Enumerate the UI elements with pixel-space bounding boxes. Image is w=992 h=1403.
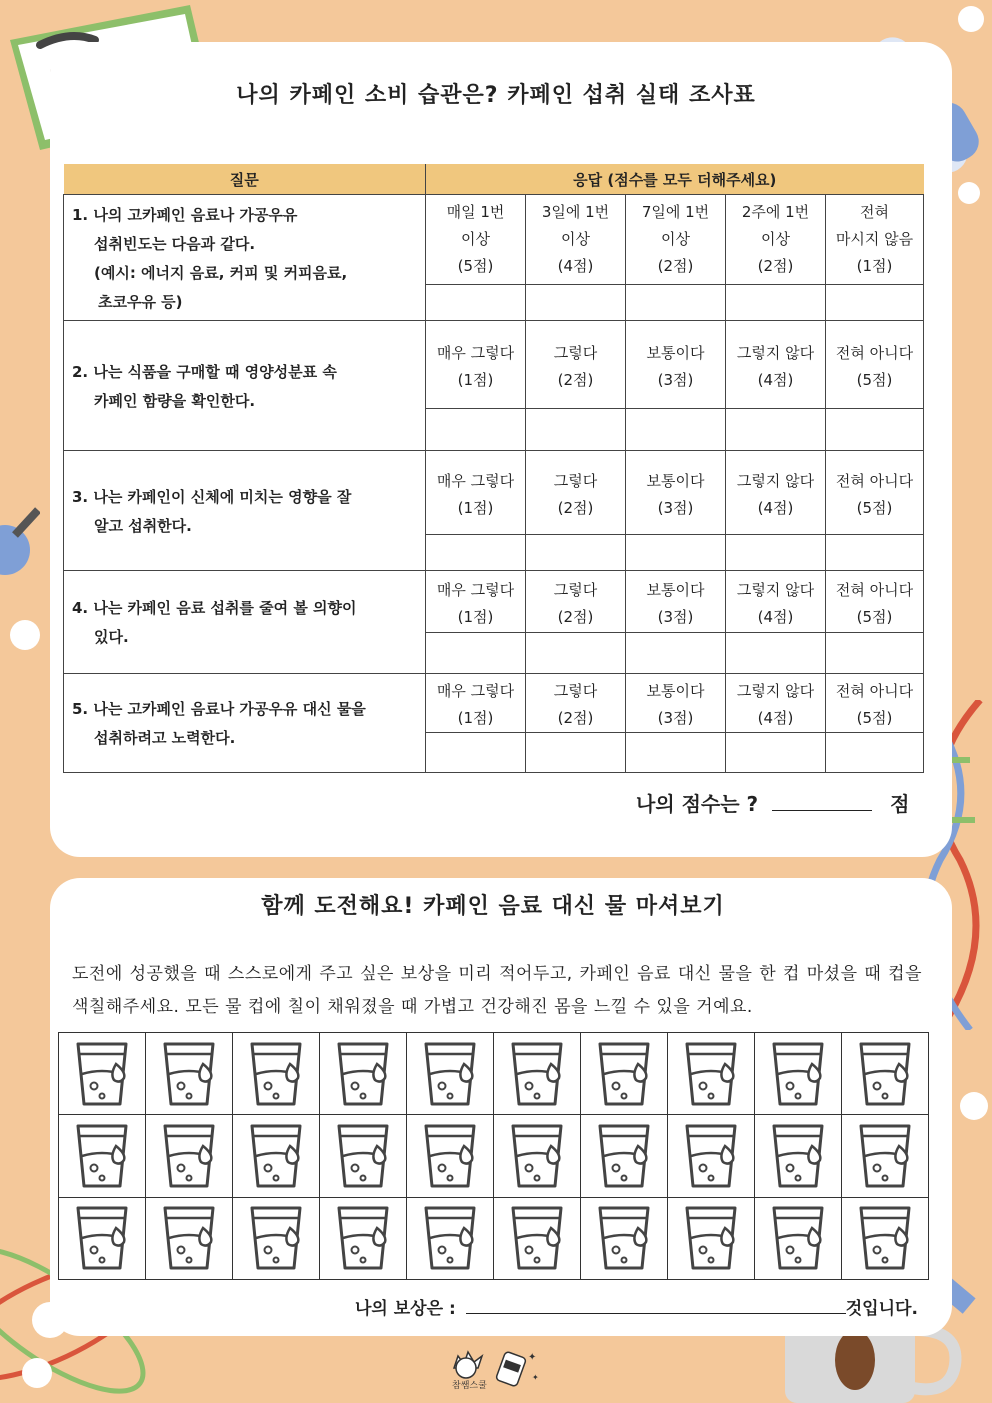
likert-option-1: 매우 그렇다 (1점) bbox=[426, 451, 526, 535]
cup-cell[interactable] bbox=[494, 1115, 581, 1197]
cup-cell[interactable] bbox=[146, 1197, 233, 1279]
reward-label: 나의 보상은 : bbox=[355, 1299, 456, 1319]
answer-cell[interactable] bbox=[626, 535, 726, 571]
likert-option-2: 그렇다 (2점) bbox=[526, 451, 626, 535]
question-1: 1. 나의 고카페인 음료나 가공우유 섭취빈도는 다음과 같다. (예시: 에너지 음료, 커피 및 커피음료, 초코우유 등) bbox=[64, 195, 426, 321]
water-cup-icon bbox=[159, 1038, 219, 1110]
water-cup-icon bbox=[768, 1038, 828, 1110]
answer-cell[interactable] bbox=[526, 409, 626, 451]
water-cup-icon bbox=[594, 1038, 654, 1110]
likert-option-5: 전혀 아니다 (5점) bbox=[826, 571, 924, 633]
cup-cell[interactable] bbox=[494, 1197, 581, 1279]
reward-blank[interactable] bbox=[466, 1297, 846, 1314]
magnifier-decoration bbox=[0, 490, 40, 580]
question-4: 4. 나는 카페인 음료 섭취를 줄여 볼 의향이 있다. bbox=[64, 571, 426, 674]
likert-option-3: 보통이다 (3점) bbox=[626, 451, 726, 535]
cup-cell[interactable] bbox=[146, 1115, 233, 1197]
cup-cell[interactable] bbox=[668, 1115, 755, 1197]
water-cup-icon bbox=[681, 1202, 741, 1274]
water-cup-icon bbox=[681, 1120, 741, 1192]
likert-option-2: 그렇다 (2점) bbox=[526, 321, 626, 409]
water-cup-icon bbox=[72, 1202, 132, 1274]
water-cup-icon bbox=[159, 1202, 219, 1274]
answer-cell[interactable] bbox=[626, 409, 726, 451]
question-2: 2. 나는 식품을 구매할 때 영양성분표 속 카페인 함량을 확인한다. bbox=[64, 321, 426, 451]
question-3: 3. 나는 카페인이 신체에 미치는 영향을 잘 알고 섭취한다. bbox=[64, 451, 426, 571]
answer-cell[interactable] bbox=[626, 285, 726, 321]
likert-option-5: 전혀 아니다 (5점) bbox=[826, 674, 924, 733]
cup-cell[interactable] bbox=[668, 1033, 755, 1115]
cup-cell[interactable] bbox=[59, 1197, 146, 1279]
cup-row bbox=[59, 1033, 929, 1115]
q1-option-1: 매일 1번 이상 (5점) bbox=[426, 195, 526, 285]
cup-cell[interactable] bbox=[320, 1115, 407, 1197]
cup-cell[interactable] bbox=[407, 1033, 494, 1115]
answer-cell[interactable] bbox=[526, 285, 626, 321]
survey-table bbox=[63, 164, 924, 773]
water-cup-icon bbox=[420, 1038, 480, 1110]
cup-cell[interactable] bbox=[494, 1033, 581, 1115]
cup-cell[interactable] bbox=[842, 1115, 929, 1197]
cup-cell[interactable] bbox=[146, 1033, 233, 1115]
q1-option-4: 2주에 1번 이상 (2점) bbox=[726, 195, 826, 285]
score-label: 나의 점수는 ? bbox=[636, 792, 759, 816]
question-row-3 bbox=[64, 451, 924, 535]
water-cup-icon bbox=[855, 1120, 915, 1192]
answer-cell[interactable] bbox=[726, 285, 826, 321]
cup-cell[interactable] bbox=[755, 1033, 842, 1115]
header-question: 질문 bbox=[64, 164, 426, 195]
water-cup-icon bbox=[855, 1038, 915, 1110]
likert-option-4: 그렇지 않다 (4점) bbox=[726, 674, 826, 733]
question-row-2 bbox=[64, 321, 924, 409]
answer-cell[interactable] bbox=[626, 733, 726, 773]
cup-cell[interactable] bbox=[581, 1033, 668, 1115]
likert-option-1: 매우 그렇다 (1점) bbox=[426, 571, 526, 633]
answer-cell[interactable] bbox=[426, 285, 526, 321]
water-cup-icon bbox=[72, 1120, 132, 1192]
cup-cell[interactable] bbox=[233, 1197, 320, 1279]
score-unit: 점 bbox=[890, 792, 910, 816]
table-header-row bbox=[64, 164, 924, 195]
water-cup-icon bbox=[681, 1038, 741, 1110]
likert-option-4: 그렇지 않다 (4점) bbox=[726, 321, 826, 409]
bg-dot bbox=[958, 182, 980, 204]
water-cup-icon bbox=[855, 1202, 915, 1274]
answer-cell[interactable] bbox=[426, 535, 526, 571]
answer-cell[interactable] bbox=[526, 733, 626, 773]
cup-cell[interactable] bbox=[233, 1033, 320, 1115]
cup-cell[interactable] bbox=[842, 1033, 929, 1115]
likert-option-1: 매우 그렇다 (1점) bbox=[426, 321, 526, 409]
challenge-title: 함께 도전해요! 카페인 음료 대신 물 마셔보기 bbox=[261, 894, 725, 919]
reward-suffix: 것입니다. bbox=[845, 1299, 918, 1319]
water-cup-icon bbox=[333, 1202, 393, 1274]
likert-option-2: 그렇다 (2점) bbox=[526, 571, 626, 633]
cup-cell[interactable] bbox=[320, 1197, 407, 1279]
reward-line bbox=[355, 1294, 918, 1319]
water-cup-icon bbox=[594, 1120, 654, 1192]
answer-cell[interactable] bbox=[826, 733, 924, 773]
likert-option-3: 보통이다 (3점) bbox=[626, 674, 726, 733]
bg-dot bbox=[22, 1358, 52, 1388]
question-5: 5. 나는 고카페인 음료나 가공우유 대신 물을 섭취하려고 노력한다. bbox=[64, 674, 426, 773]
cup-cell[interactable] bbox=[407, 1115, 494, 1197]
water-cup-icon bbox=[333, 1038, 393, 1110]
water-cup-icon bbox=[420, 1120, 480, 1192]
likert-option-3: 보통이다 (3점) bbox=[626, 321, 726, 409]
cup-cell[interactable] bbox=[668, 1197, 755, 1279]
water-cup-icon bbox=[594, 1202, 654, 1274]
water-cup-icon bbox=[72, 1038, 132, 1110]
answer-cell[interactable] bbox=[726, 535, 826, 571]
challenge-description: 도전에 성공했을 때 스스로에게 주고 싶은 보상을 미리 적어두고, 카페인 음료 대신 물을 한 컵 마셨을 때 컵을 색칠해주세요. 모든 물 컵에 칠이 채워졌을 때 가볍고 건강해진 몸을 느낄 수 있을 거예요. bbox=[72, 964, 922, 1017]
svg-text:✦: ✦ bbox=[528, 1352, 537, 1363]
question-row-1 bbox=[64, 195, 924, 285]
answer-cell[interactable] bbox=[426, 409, 526, 451]
question-row-5 bbox=[64, 674, 924, 733]
answer-cell[interactable] bbox=[826, 409, 924, 451]
water-cup-icon bbox=[246, 1202, 306, 1274]
water-cup-icon bbox=[420, 1202, 480, 1274]
water-cup-grid bbox=[58, 1032, 929, 1280]
cup-cell[interactable] bbox=[320, 1033, 407, 1115]
bg-dot bbox=[960, 1092, 988, 1120]
survey-title: 나의 카페인 소비 습관은? 카페인 섭취 실태 조사표 bbox=[236, 83, 756, 108]
q1-option-3: 7일에 1번 이상 (2점) bbox=[626, 195, 726, 285]
water-cup-icon bbox=[507, 1038, 567, 1110]
answer-cell[interactable] bbox=[426, 633, 526, 674]
q1-option-2: 3일에 1번 이상 (4점) bbox=[526, 195, 626, 285]
answer-cell[interactable] bbox=[726, 733, 826, 773]
answer-cell[interactable] bbox=[526, 633, 626, 674]
cup-cell[interactable] bbox=[755, 1115, 842, 1197]
answer-cell[interactable] bbox=[626, 633, 726, 674]
answer-cell[interactable] bbox=[426, 733, 526, 773]
cup-cell[interactable] bbox=[755, 1197, 842, 1279]
answer-cell[interactable] bbox=[526, 535, 626, 571]
answer-cell[interactable] bbox=[726, 409, 826, 451]
score-line bbox=[636, 788, 909, 817]
q1-option-5: 전혀 마시지 않음 (1점) bbox=[826, 195, 924, 285]
likert-option-1: 매우 그렇다 (1점) bbox=[426, 674, 526, 733]
water-cup-icon bbox=[768, 1202, 828, 1274]
header-answer: 응답 (점수를 모두 더해주세요) bbox=[426, 164, 924, 195]
cup-cell[interactable] bbox=[581, 1197, 668, 1279]
likert-option-3: 보통이다 (3점) bbox=[626, 571, 726, 633]
bg-dot bbox=[10, 620, 40, 650]
water-cup-icon bbox=[159, 1120, 219, 1192]
water-cup-icon bbox=[246, 1038, 306, 1110]
likert-option-4: 그렇지 않다 (4점) bbox=[726, 571, 826, 633]
water-cup-icon bbox=[507, 1202, 567, 1274]
water-cup-icon bbox=[507, 1120, 567, 1192]
svg-text:✦: ✦ bbox=[532, 1373, 539, 1382]
brand-logo bbox=[448, 1346, 548, 1390]
likert-option-2: 그렇다 (2점) bbox=[526, 674, 626, 733]
answer-cell[interactable] bbox=[726, 633, 826, 674]
water-cup-icon bbox=[246, 1120, 306, 1192]
water-cup-icon bbox=[333, 1120, 393, 1192]
answer-cell[interactable] bbox=[826, 285, 924, 321]
likert-option-5: 전혀 아니다 (5점) bbox=[826, 451, 924, 535]
likert-option-5: 전혀 아니다 (5점) bbox=[826, 321, 924, 409]
answer-cell[interactable] bbox=[826, 535, 924, 571]
cup-cell[interactable] bbox=[233, 1115, 320, 1197]
question-row-4 bbox=[64, 571, 924, 633]
likert-option-4: 그렇지 않다 (4점) bbox=[726, 451, 826, 535]
bg-dot bbox=[958, 6, 984, 32]
cup-row bbox=[59, 1197, 929, 1279]
score-blank[interactable] bbox=[772, 792, 872, 811]
cup-row bbox=[59, 1115, 929, 1197]
answer-cell[interactable] bbox=[826, 633, 924, 674]
cup-cell[interactable] bbox=[59, 1033, 146, 1115]
cup-cell[interactable] bbox=[407, 1197, 494, 1279]
logo-text: 참쌤스쿨 bbox=[452, 1381, 487, 1390]
cup-cell[interactable] bbox=[581, 1115, 668, 1197]
cup-cell[interactable] bbox=[842, 1197, 929, 1279]
water-cup-icon bbox=[768, 1120, 828, 1192]
cup-cell[interactable] bbox=[59, 1115, 146, 1197]
